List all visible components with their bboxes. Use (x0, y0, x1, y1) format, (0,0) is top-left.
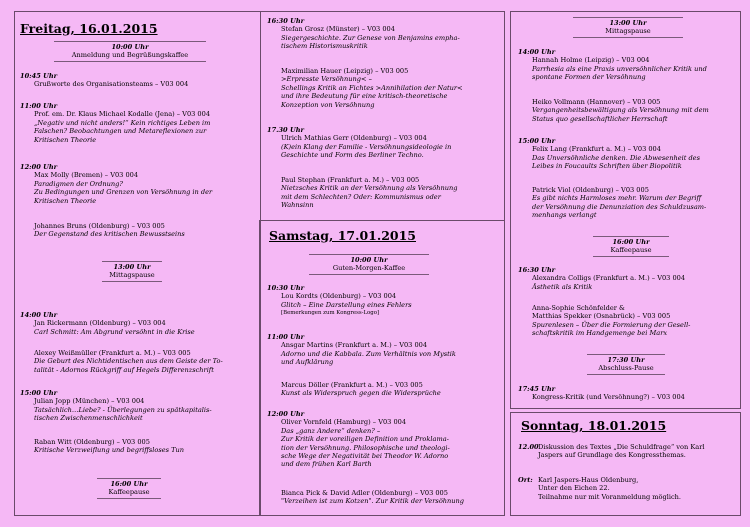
fri-kodalle-time: 11:00 Uhr (20, 102, 58, 110)
fri-hauer-title-1: >Erpresste Versöhnung< – (281, 75, 372, 84)
fri-hauer-title-2: Schellings Kritik an Fichtes >Annihilation der Natur< (281, 83, 463, 92)
sat-holme-title-2: spontane Formen der Versöhnung (532, 73, 646, 82)
sat-vornfeld-speaker: Oliver Vornfeld (Hamburg) – V03 004 (281, 418, 407, 427)
fri-talk-rickermann (20, 311, 255, 336)
fri-greeting-text: Grußworte des Organisationsteams – V03 004 (34, 80, 189, 89)
sat-vornfeld-title-4: sche Wege der Negativität bei Theodor W. Adorno (281, 452, 449, 461)
fri-hauer-speaker: Maximilian Hauer (Leipzig) – V03 005 (281, 67, 409, 75)
fri-talk-molly (20, 163, 255, 205)
sat-colligs-title: Ästhetik als Kritik (532, 282, 593, 291)
sat-viol-speaker: Patrick Viol (Oldenburg) – V03 005 (532, 186, 649, 194)
friday-heading: Freitag, 16.01.2015 (20, 21, 158, 36)
sat-congress-critique (518, 385, 737, 402)
sat-talk-kordts (267, 284, 501, 318)
fri-greeting-time: 10:45 Uhr (20, 72, 58, 80)
fri-hauer-title-3: und ihre Bedeutung für eine kritisch-theoretische (281, 92, 448, 101)
sat-pick-adler-speaker: Bianca Pick & David Adler (Oldenburg) – V03 005 (281, 489, 448, 497)
sun-discussion-line-2: Jaspers auf Grundlage des Kongressthemas. (538, 451, 686, 460)
sat-schoenfelder-speaker-1: Anna-Sophie Schönfelder & (532, 304, 625, 312)
fri-bruns-title: Der Gegenstand des kritischen Bewusstseins (34, 230, 185, 239)
sat-holme-speaker: Hannah Holme (Leipzig) – V03 004 (532, 56, 650, 65)
sat-martins-time: 11:00 Uhr (267, 333, 305, 341)
sat-schoenfelder-title-1: Spurenlesen – Über die Formierung der Gesell- (532, 320, 691, 329)
sat-pick-adler-title: "Verzeihen ist zum Kotzen". Zur Kritik der Versöhnung (281, 497, 464, 506)
sat-critique-time: 17:45 Uhr (518, 385, 556, 393)
sat-final-break-time: 17:30 Uhr (607, 356, 645, 364)
sat-coffee2-time: 16:00 Uhr (612, 238, 650, 246)
sat-talk-vollmann (518, 98, 737, 123)
fri-stephan-title-2: mit dem Schlechten? Oder: Kommunismus oder (281, 192, 441, 201)
sun-discussion-line-1: Diskussion des Textes „Die Schuldfrage“ von Karl (538, 443, 705, 451)
fri-rickermann-title: Carl Schmitt: Am Abgrund versöhnt in die Krise (34, 327, 195, 336)
sat-schoenfelder-speaker-2: Matthias Spekker (Osnabrück) – V03 005 (532, 312, 671, 321)
sat-kordts-note: [Bemerkungen zum Kongress-Logo] (281, 310, 380, 317)
fri-talk-stephan (267, 176, 501, 210)
sat-coffee2-box (593, 236, 669, 257)
fri-witt-title: Kritische Verzweiflung und begriffsloses Tun (34, 446, 185, 455)
fri-weissmueller-speaker: Alexey Weißmüller (Frankfurt a. M.) – V03 005 (34, 349, 191, 357)
sat-vornfeld-title-5: und dem frühen Karl Barth (281, 460, 372, 469)
fri-registration-time: 10:00 Uhr (111, 43, 149, 51)
sat-final-break-box (587, 354, 665, 375)
fri-registration-title: Anmeldung und Begrüßungskaffee (71, 51, 189, 60)
fri-molly-speaker: Max Molly (Bremen) – V03 004 (34, 171, 139, 180)
fri-gerr-speaker: Ulrich Mathias Gerr (Oldenburg) – V03 004 (281, 134, 427, 143)
fri-rickermann-time: 14:00 Uhr (20, 311, 58, 319)
sat-vornfeld-title-2: Zur Kritik der voreiligen Definition und Proklama- (281, 435, 449, 444)
sat-vollmann-title-2: Status quo gesellschaftlicher Herrschaft (532, 114, 668, 123)
sunday-heading: Sonntag, 18.01.2015 (521, 418, 667, 433)
sun-location-line-1: Karl Jaspers-Haus Oldenburg, (538, 476, 639, 484)
sat-martins-title-1: Adorno und die Kabbala. Zum Verhältnis von Mystik (281, 349, 456, 358)
sat-holme-title-1: Parrhesia als eine Praxis unversöhnlicher Kritik und (532, 64, 707, 73)
sun-discussion (518, 443, 737, 460)
fri-talk-gerr (267, 126, 501, 160)
sat-martins-title-2: und Aufklärung (281, 358, 334, 367)
fri-jopp-speaker: Julian Jopp (München) – V03 004 (34, 397, 145, 406)
fri-gerr-title-1: (K)ein Klang der Familie - Versöhnungsideologie in (281, 142, 452, 151)
fri-talk-weissmueller (20, 349, 255, 374)
sat-talk-martins (267, 333, 501, 367)
fri-talk-bruns (20, 222, 255, 239)
fri-molly-title-3: Kritischen Theorie (34, 196, 97, 205)
fri-lunch-box (102, 261, 162, 282)
fri-coffee-title: Kaffeepause (108, 488, 150, 497)
sat-talk-schoenfelder-spekker (518, 304, 737, 338)
fri-grosz-speaker: Stefan Grosz (Münster) – V03 004 (281, 25, 395, 34)
sat-talk-lang (518, 137, 737, 171)
sat-vollmann-speaker: Heiko Vollmann (Hannover) – V03 005 (532, 98, 661, 106)
fri-weissmueller-title-2: talität - Adornos Rückgriff auf Hegels Differenzschrift (34, 365, 214, 374)
fri-talk-witt (20, 438, 255, 455)
fri-weissmueller-title-1: Die Geburt des Nichtidentischen aus dem Geiste der To- (34, 357, 223, 366)
sat-lunch-box (573, 17, 683, 38)
sat-holme-time: 14:00 Uhr (518, 48, 556, 56)
fri-grosz-title-2: tischem Historismuskritik (281, 42, 368, 51)
sat-viol-title-2: der Versöhnung die Denunziation des Schuldzusam- (532, 202, 707, 211)
fri-grosz-time: 16:30 Uhr (267, 17, 305, 25)
sat-talk-pick-adler (267, 489, 501, 506)
sat-colligs-time: 16:30 Uhr (518, 266, 556, 274)
sat-coffee-box (309, 254, 429, 275)
fri-jopp-time: 15:00 Uhr (20, 389, 58, 397)
fri-talk-jopp (20, 389, 255, 423)
fri-jopp-title-2: tischen Zwischenmenschlichkeit (34, 414, 143, 423)
fri-coffee-box (97, 478, 161, 499)
fri-molly-title-2: Zu Bedingungen und Grenzen von Versöhnung in der (34, 188, 213, 197)
saturday-heading: Samstag, 17.01.2015 (269, 228, 416, 243)
fri-talk-kodalle (20, 102, 255, 144)
fri-molly-time: 12:00 Uhr (20, 163, 58, 171)
sun-location (518, 476, 737, 501)
sat-vornfeld-title-1: Das „ganz Andere“ denken? – (281, 426, 381, 435)
fri-bruns-speaker: Johannes Bruns (Oldenburg) – V03 005 (34, 222, 165, 230)
sat-viol-title-3: menhangs verlangt (532, 211, 597, 220)
sat-lang-time: 15:00 Uhr (518, 137, 556, 145)
sat-talk-vornfeld (267, 410, 501, 469)
sat-coffee2-title: Kaffeepause (610, 246, 652, 255)
sat-kordts-speaker: Lou Kordts (Oldenburg) – V03 004 (281, 292, 397, 301)
fri-registration-box (54, 41, 206, 62)
fri-stephan-title-3: Wahnsinn (281, 201, 314, 210)
sat-lunch-title: Mittagspause (605, 27, 651, 36)
fri-jopp-title-1: Tatsächlich…Liebe? - Überlegungen zu spätkapitalis- (34, 405, 212, 414)
fri-kodalle-title-2: Falschen? Beobachtungen und Metareflexionen zur (34, 127, 207, 136)
sat-talk-holme (518, 48, 737, 82)
sat-lang-title-1: Das Unversöhnliche denken. Die Abwesenheit des (532, 153, 700, 162)
fri-molly-title-1: Paradigmen der Ordnung? (34, 179, 123, 188)
fri-gerr-time: 17.30 Uhr (267, 126, 304, 134)
sat-talk-viol (518, 186, 737, 220)
sun-discussion-time: 12.00 (518, 443, 539, 451)
fri-kodalle-speaker: Prof. em. Dr. Klaus Michael Kodalle (Jena) – V03 004 (34, 110, 211, 119)
fri-talk-grosz (267, 17, 501, 51)
fri-witt-speaker: Raban Witt (Oldenburg) – V03 005 (34, 438, 150, 446)
fri-coffee-time: 16:00 Uhr (110, 480, 148, 488)
fri-hauer-title-4: Konzeption von Versöhnung (281, 100, 375, 109)
sat-vollmann-title-1: Vergangenheitsbewältigung als Versöhnung mit dem (532, 106, 709, 115)
sat-coffee-time: 10:00 Uhr (350, 256, 388, 264)
fri-talk-hauer (267, 67, 501, 109)
sat-doeller-title: Kunst als Widerspruch gegen die Widersprüche (281, 389, 441, 398)
sat-vornfeld-title-3: tion der Versöhnung. Philosophische und theologi- (281, 443, 450, 452)
sun-location-line-2: Unter den Eichen 22. (538, 484, 610, 493)
sat-vornfeld-time: 12:00 Uhr (267, 410, 305, 418)
sat-viol-title-1: Es gibt nichts Harmloses mehr. Warum der Begriff (532, 194, 702, 203)
fri-grosz-title-1: Siegergeschichte. Zur Genese von Benjamins empha- (281, 33, 460, 42)
sat-final-break-title: Abschluss-Pause (598, 364, 654, 373)
sun-location-line-3: Teilnahme nur mit Voranmeldung möglich. (538, 492, 681, 501)
sat-lang-speaker: Felix Lang (Frankfurt a. M.) – V03 004 (532, 145, 661, 154)
sat-doeller-speaker: Marcus Döller (Frankfurt a. M.) – V03 005 (281, 381, 423, 389)
fri-greeting (20, 72, 255, 89)
fri-rickermann-speaker: Jan Rickermann (Oldenburg) – V03 004 (34, 319, 166, 328)
fri-lunch-time: 13:00 Uhr (113, 263, 151, 271)
sat-talk-doeller (267, 381, 501, 398)
sat-lang-title-2: Leibes in Foucaults Schriften über Biopolitik (532, 162, 682, 171)
sat-critique-text: Kongress-Kritik (und Versöhnung?) – V03 004 (532, 393, 685, 402)
sat-colligs-speaker: Alexandra Colligs (Frankfurt a. M.) – V03 004 (532, 274, 686, 283)
sat-lunch-time: 13:00 Uhr (609, 19, 647, 27)
fri-gerr-title-2: Geschichte und Form des Berliner Techno. (281, 151, 424, 160)
sun-location-label: Ort: (518, 476, 533, 484)
fri-kodalle-title-1: „Negativ und nicht anders!“ Kein richtiges Leben im (34, 118, 211, 127)
sat-schoenfelder-title-2: schaftskritik im Handgemenge bei Marx (532, 329, 668, 338)
sat-martins-speaker: Ansgar Martins (Frankfurt a. M.) – V03 004 (281, 341, 428, 350)
sat-talk-colligs (518, 266, 737, 291)
sat-coffee-title: Guten-Morgen-Kaffee (332, 264, 406, 273)
fri-kodalle-title-3: Kritischen Theorie (34, 135, 97, 144)
fri-stephan-speaker: Paul Stephan (Frankfurt a. M.) – V03 005 (281, 176, 420, 184)
sat-kordts-time: 10:30 Uhr (267, 284, 305, 292)
fri-stephan-title-1: Nietzsches Kritik an der Versöhnung als Versöhnung (281, 184, 458, 193)
fri-lunch-title: Mittagspause (109, 271, 155, 280)
sat-kordts-title: Glitch – Eine Darstellung eines Fehlers (281, 300, 412, 309)
